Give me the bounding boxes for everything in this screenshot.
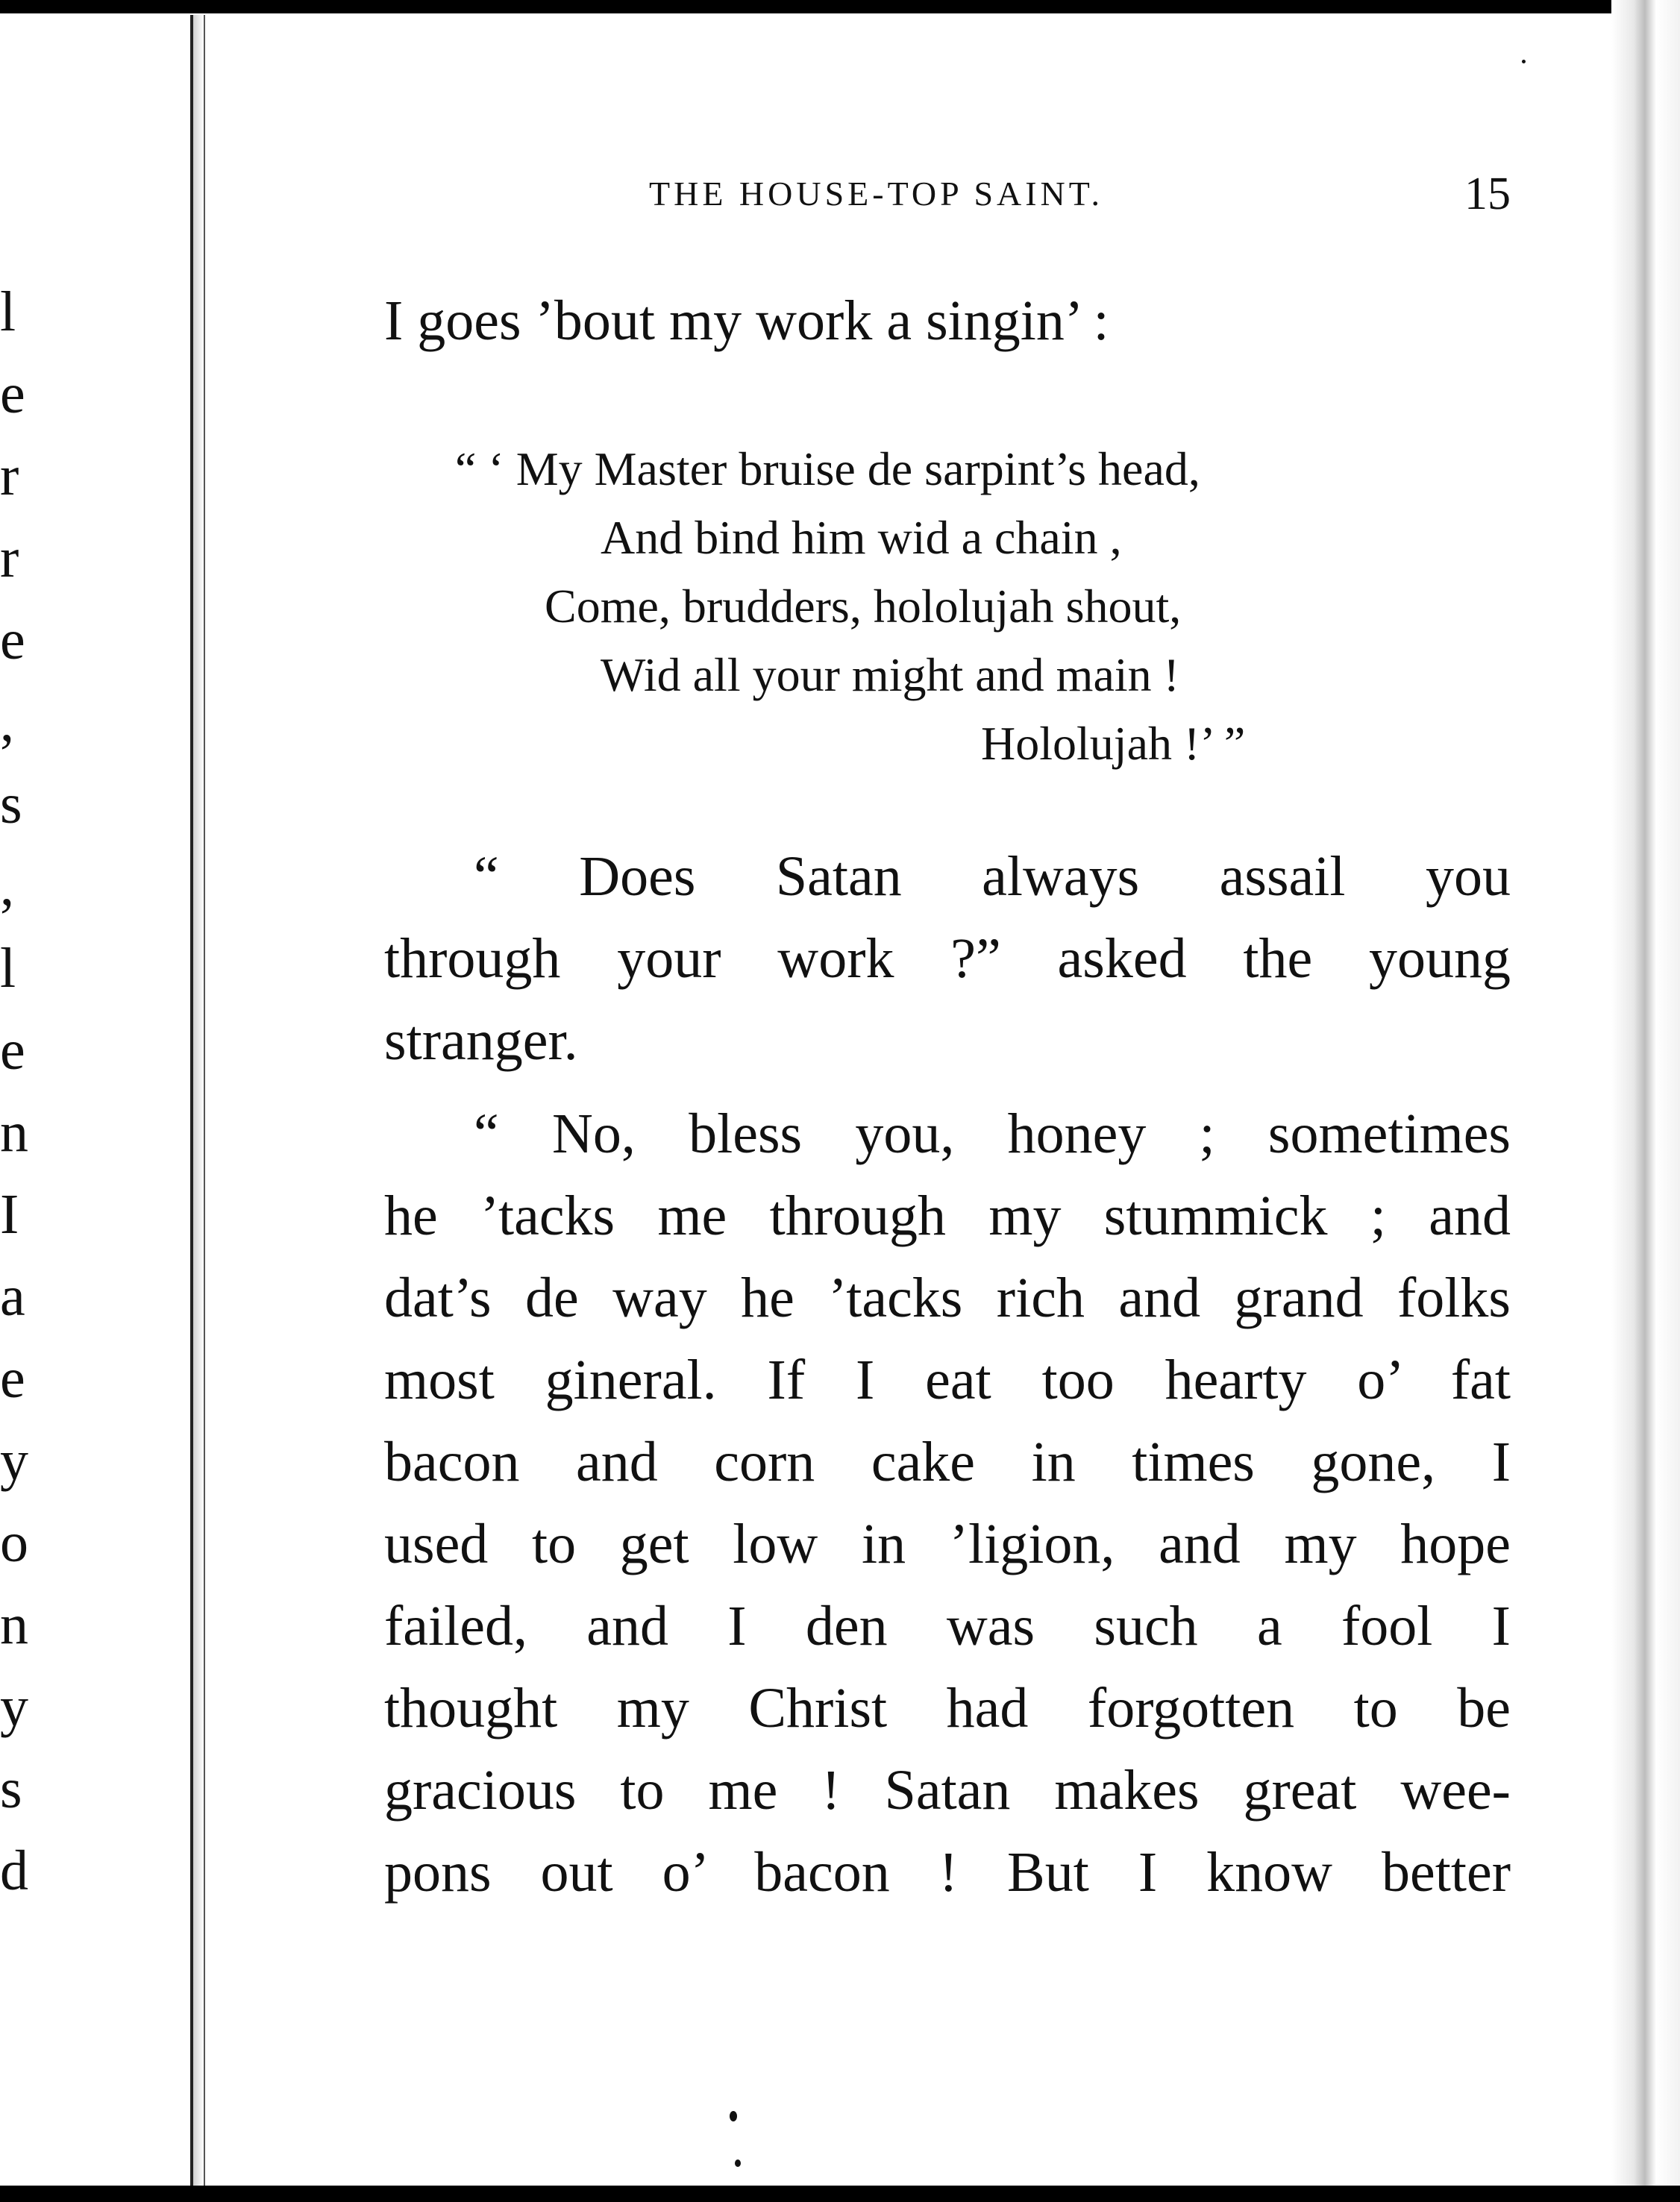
previous-page-letter: r: [0, 445, 19, 507]
previous-page-letter: e: [0, 1019, 25, 1082]
previous-page-letter: r: [0, 527, 19, 589]
text-line: bacon and corn cake in times gone, I: [384, 1431, 1511, 1493]
previous-page-letter: s: [0, 1757, 22, 1820]
text-line: failed, and I den was such a fool I: [384, 1595, 1511, 1657]
previous-page-letter: e: [0, 363, 25, 425]
previous-page-letter: s: [0, 773, 22, 835]
previous-page-letter: ,: [0, 855, 14, 918]
text-line: used to get low in ’ligion, and my hope: [384, 1513, 1511, 1575]
text-line: “ No, bless you, honey ; sometimes: [474, 1102, 1511, 1165]
text-line: “ Does Satan always assail you: [474, 845, 1511, 908]
text-line: dat’s de way he ’tacks rich and grand folks: [384, 1267, 1511, 1329]
previous-page-letter: e: [0, 609, 25, 671]
previous-page-letter: y: [0, 1675, 28, 1738]
scan-speck: [735, 2159, 741, 2167]
running-head: THE HOUSE-TOP SAINT.: [649, 175, 1103, 213]
page-number: 15: [1464, 169, 1511, 219]
previous-page-letter: l: [0, 280, 16, 343]
previous-page-letter: a: [0, 1265, 25, 1328]
verse-line: Hololujah !’ ”: [981, 717, 1246, 770]
verse-line: And bind him wid a chain ,: [601, 511, 1122, 564]
scan-bottom-edge: [0, 2186, 1680, 2202]
book-gutter: [190, 15, 205, 2186]
text-line: through your work ?” asked the young: [384, 927, 1511, 990]
previous-page-letter: o: [0, 1511, 28, 1574]
verse-line: Come, brudders, hololujah shout,: [545, 580, 1182, 633]
previous-page-letter: n: [0, 1101, 28, 1164]
scan-top-edge: [0, 0, 1680, 13]
opening-line: I goes ’bout my work a singin’ :: [384, 289, 1109, 352]
previous-page-letter: n: [0, 1593, 28, 1656]
verse-line: “ ‘ My Master bruise de sarpint’s head,: [455, 442, 1200, 495]
text-line: pons out o’ bacon ! But I know better: [384, 1841, 1511, 1904]
previous-page-letter: d: [0, 1839, 28, 1902]
text-line: thought my Christ had forgotten to be: [384, 1677, 1511, 1740]
previous-page-letter: e: [0, 1347, 25, 1410]
text-line: most gineral. If I eat too hearty o’ fat: [384, 1349, 1511, 1411]
previous-page-letter: l: [0, 937, 16, 1000]
previous-page-letter: ,: [0, 691, 14, 753]
text-line: stranger.: [384, 1009, 578, 1072]
text-line: gracious to me ! Satan makes great wee-: [384, 1759, 1511, 1822]
text-line: he ’tacks me through my stummick ; and: [384, 1185, 1511, 1247]
verse-line: Wid all your might and main !: [601, 648, 1179, 701]
scan-speck: [730, 2111, 737, 2121]
page-edge-shadow: [1611, 0, 1680, 2202]
previous-page-letter: I: [0, 1183, 19, 1246]
previous-page-letter: y: [0, 1429, 28, 1492]
scan-speck: [1522, 60, 1526, 63]
